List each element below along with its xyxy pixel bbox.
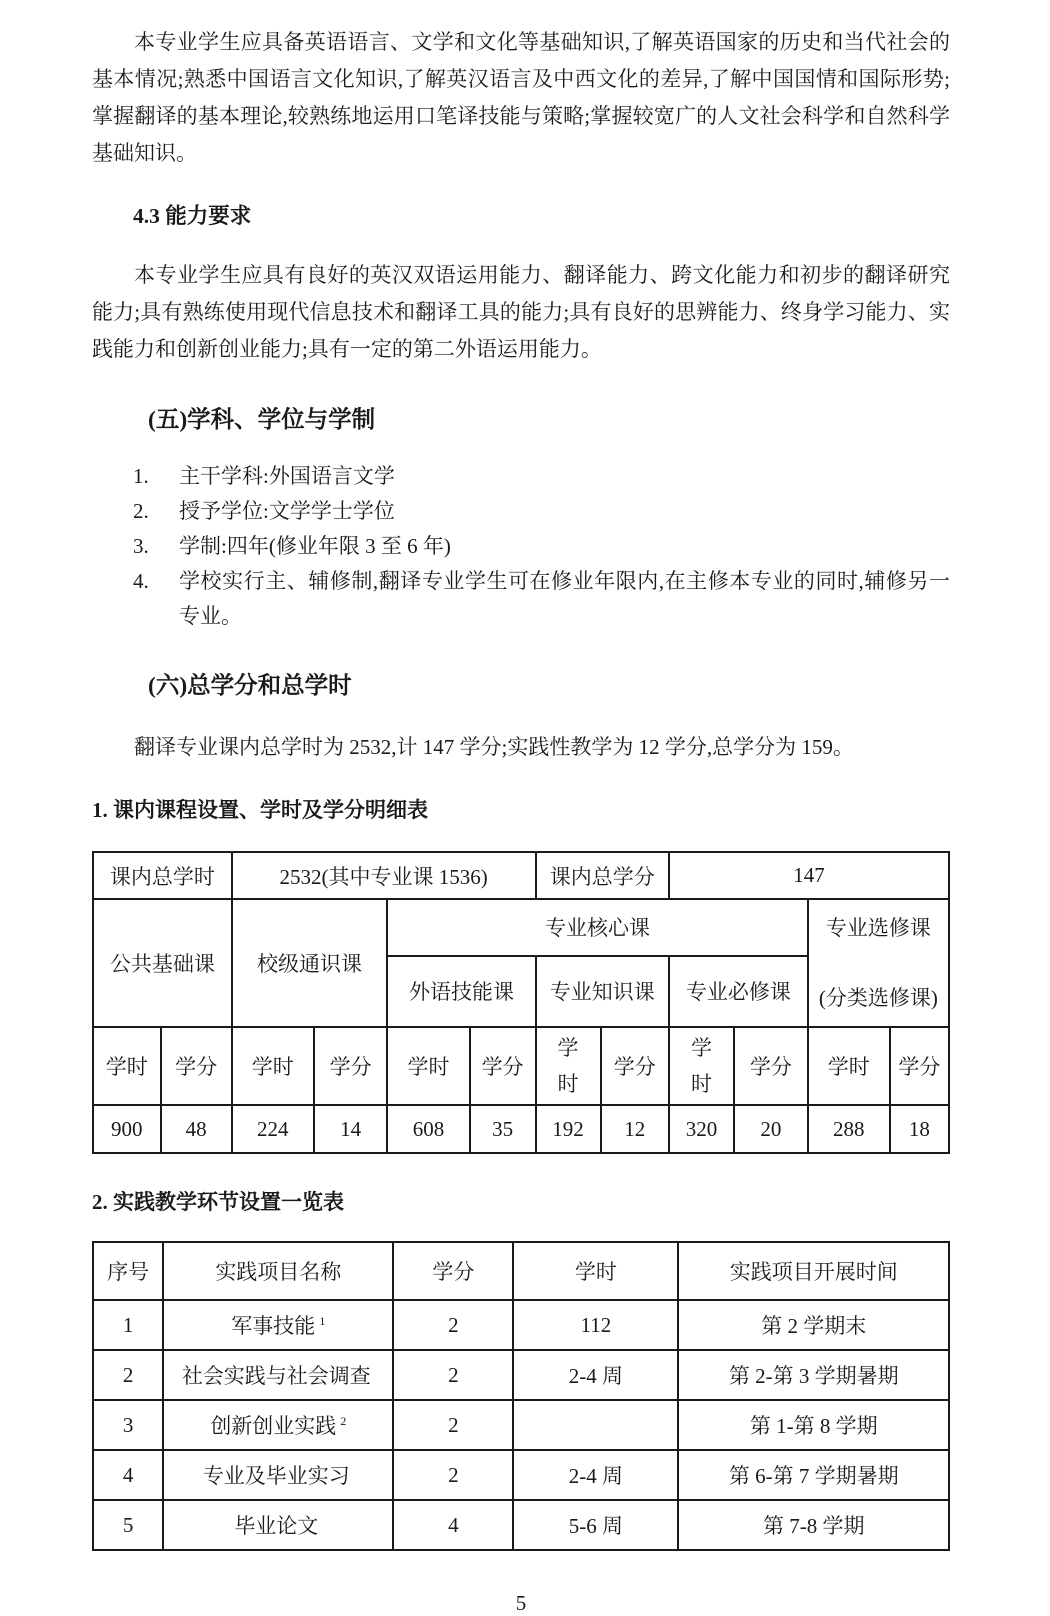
table-header-row <box>93 1242 949 1300</box>
list-item-text: 学校实行主、辅修制,翻译专业学生可在修业年限内,在主修本专业的同时,辅修另一专业。 <box>179 569 950 628</box>
project-name: 社会实践与社会调查 <box>181 1364 371 1388</box>
table-cell: 第 2 学期末 <box>678 1300 949 1350</box>
table-cell: 608 <box>387 1105 469 1153</box>
page-number: 5 <box>515 1591 527 1615</box>
table-row <box>93 1400 949 1450</box>
credits-summary-paragraph: 翻译专业课内总学时为 2532,计 147 学分;实践性教学为 12 学分,总学分为 159。 <box>134 735 854 759</box>
table-cell: 35 <box>470 1105 536 1153</box>
list-item <box>133 564 950 634</box>
table-cell: 1 <box>93 1300 163 1350</box>
column-header: 学时 <box>513 1242 678 1300</box>
table-cell: 学分 <box>314 1027 388 1105</box>
list-item <box>133 529 950 564</box>
table2-heading: 2. 实践教学环节设置一览表 <box>92 1190 344 1214</box>
table-cell: 第 7-8 学期 <box>678 1500 949 1550</box>
table-cell: 2 <box>393 1350 513 1400</box>
table-cell: 课内总学时 <box>93 852 232 899</box>
table-cell: 专业必修课 <box>669 956 808 1027</box>
stacked-label: 学时 <box>557 1036 579 1096</box>
table-row <box>93 1105 949 1153</box>
elective-line1: 专业选修课 <box>825 916 931 940</box>
table-cell: 5-6 周 <box>513 1500 678 1550</box>
table-cell: 学分 <box>601 1027 669 1105</box>
table-cell: 48 <box>161 1105 232 1153</box>
table-cell: 900 <box>93 1105 161 1153</box>
list-item <box>133 459 950 494</box>
table-cell: 2532(其中专业课 1536) <box>232 852 536 899</box>
intro-paragraph: 本专业学生应具备英语语言、文学和文化等基础知识,了解英语国家的历史和当代社会的基本情况;熟悉中国语言文化知识,了解英汉语言及中西文化的差异,了解中国国情和国际形势;掌握翻译的基本理论,较熟练地运用口笔译技能与策略;掌握较宽广的人文社会科学和自然科学基础知识。 <box>92 30 950 165</box>
list-item-text: 学制:四年(修业年限 3 至 6 年) <box>179 534 451 558</box>
table-cell: 4 <box>393 1500 513 1550</box>
table-cell: 2 <box>393 1400 513 1450</box>
table-cell: 14 <box>314 1105 388 1153</box>
table-cell: 5 <box>93 1500 163 1550</box>
table-cell: 147 <box>669 852 949 899</box>
table-cell: 3 <box>93 1400 163 1450</box>
table-row <box>93 1350 949 1400</box>
table-cell <box>163 1350 393 1400</box>
project-name: 专业及毕业实习 <box>202 1464 350 1488</box>
table-cell: 学时 <box>93 1027 161 1105</box>
table-cell: 课内总学分 <box>536 852 670 899</box>
column-header: 实践项目开展时间 <box>678 1242 949 1300</box>
table-cell: 18 <box>890 1105 949 1153</box>
table-row <box>93 1300 949 1350</box>
project-name: 创新创业实践 <box>210 1414 337 1438</box>
table-row <box>93 899 949 956</box>
column-header: 序号 <box>93 1242 163 1300</box>
elective-line2: (分类选修课) <box>818 986 938 1010</box>
list-item-number: 4. <box>133 569 149 593</box>
table-cell: 学分 <box>161 1027 232 1105</box>
list-item-number: 2. <box>133 499 149 523</box>
table-cell <box>163 1450 393 1500</box>
column-header: 实践项目名称 <box>163 1242 393 1300</box>
table-cell: 第 1-第 8 学期 <box>678 1400 949 1450</box>
discipline-degree-list <box>133 459 950 634</box>
table-cell: 2 <box>393 1450 513 1500</box>
table-cell: 专业核心课 <box>387 899 807 956</box>
table-row <box>93 1500 949 1550</box>
section-4-3-heading: 4.3 能力要求 <box>133 204 252 228</box>
table-cell: 2 <box>393 1300 513 1350</box>
practice-teaching-table <box>92 1241 950 1551</box>
table-cell: 2 <box>93 1350 163 1400</box>
ability-paragraph: 本专业学生应具有良好的英汉双语运用能力、翻译能力、跨文化能力和初步的翻译研究能力;具有熟练使用现代信息技术和翻译工具的能力;具有良好的思辨能力、终身学习能力、实践能力和创新创业能力;具有一定的第二外语运用能力。 <box>92 263 950 361</box>
table-row <box>93 1450 949 1500</box>
footnote-marker: 2 <box>340 1414 347 1428</box>
table-cell <box>669 1027 734 1105</box>
table-cell: 学分 <box>734 1027 808 1105</box>
table-cell: 第 2-第 3 学期暑期 <box>678 1350 949 1400</box>
project-name: 毕业论文 <box>234 1514 319 1538</box>
table-cell <box>163 1400 393 1450</box>
column-header: 学分 <box>393 1242 513 1300</box>
table-row <box>93 1027 949 1105</box>
project-name: 军事技能 <box>231 1314 316 1338</box>
table-cell: 学时 <box>232 1027 314 1105</box>
stacked-label: 学时 <box>691 1036 713 1096</box>
list-item <box>133 494 950 529</box>
table-cell <box>163 1300 393 1350</box>
table-cell: 320 <box>669 1105 734 1153</box>
footnote-marker: 1 <box>319 1314 326 1328</box>
table-cell: 第 6-第 7 学期暑期 <box>678 1450 949 1500</box>
table-cell <box>163 1500 393 1550</box>
list-item-number: 1. <box>133 464 149 488</box>
table-cell <box>808 899 949 1027</box>
table-row <box>93 852 949 899</box>
table-cell <box>513 1400 678 1450</box>
table-cell: 校级通识课 <box>232 899 388 1027</box>
list-item-text: 授予学位:文学学士学位 <box>179 499 395 523</box>
table-cell: 学时 <box>387 1027 469 1105</box>
list-item-number: 3. <box>133 534 149 558</box>
table-cell <box>536 1027 601 1105</box>
table1-heading: 1. 课内课程设置、学时及学分明细表 <box>92 798 428 822</box>
table-cell: 学分 <box>470 1027 536 1105</box>
table-cell: 4 <box>93 1450 163 1500</box>
table-cell: 288 <box>808 1105 890 1153</box>
table-cell: 专业知识课 <box>536 956 670 1027</box>
table-cell: 2-4 周 <box>513 1450 678 1500</box>
table-cell: 224 <box>232 1105 314 1153</box>
table-cell: 学时 <box>808 1027 890 1105</box>
table-cell: 12 <box>601 1105 669 1153</box>
table-cell: 20 <box>734 1105 808 1153</box>
table-cell: 学分 <box>890 1027 949 1105</box>
list-item-text: 主干学科:外国语言文学 <box>179 464 395 488</box>
table-cell: 外语技能课 <box>387 956 535 1027</box>
elective-group <box>811 900 946 1026</box>
course-hours-credits-table <box>92 851 950 1154</box>
table-cell: 112 <box>513 1300 678 1350</box>
section-5-heading: (五)学科、学位与学制 <box>148 407 376 433</box>
table-cell: 公共基础课 <box>93 899 232 1027</box>
table-cell: 192 <box>536 1105 601 1153</box>
section-6-heading: (六)总学分和总学时 <box>148 673 352 699</box>
table-cell: 2-4 周 <box>513 1350 678 1400</box>
